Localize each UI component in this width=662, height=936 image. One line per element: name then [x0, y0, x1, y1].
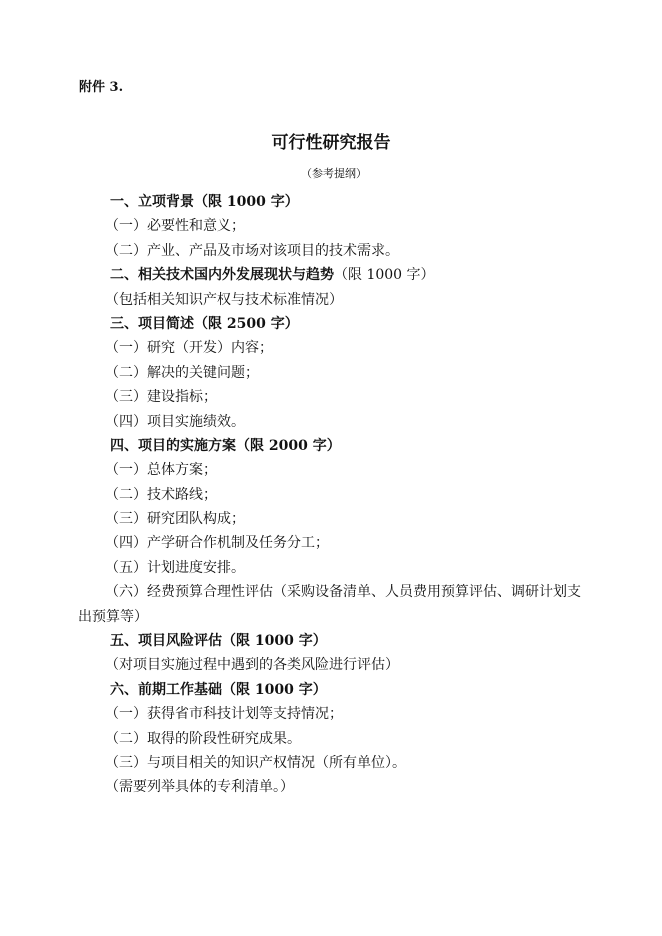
outline-item: （一）获得省市科技计划等支持情况；: [105, 706, 343, 723]
section-heading-1: 一、立项背景（限 1000 字）: [110, 194, 299, 210]
outline: [78, 190, 590, 800]
section-heading-4: 四、项目的实施方案（限 2000 字）: [110, 437, 341, 454]
document-title: 可行性研究报告: [271, 133, 391, 153]
outline-item: （四）产学研合作机制及任务分工；: [105, 535, 329, 552]
outline-item: （二）产业、产品及市场对该项目的技术需求。: [105, 242, 399, 259]
outline-item: （一）研究（开发）内容；: [105, 340, 273, 357]
section-heading-2-text: 二、相关技术国内外发展现状与趋势: [110, 267, 334, 284]
section-heading-2: [110, 263, 590, 287]
document-subtitle: （参考提纲）: [301, 167, 367, 180]
outline-item: （三）与项目相关的知识产权情况（所有单位）。: [105, 755, 406, 772]
attachment-label: 附件 3.: [79, 80, 124, 95]
outline-item: （需要列举具体的专利清单。）: [105, 779, 294, 796]
outline-item: （三）建设指标；: [105, 389, 217, 406]
outline-item: （包括相关知识产权与技术标准情况）: [105, 291, 343, 308]
outline-item: （二）解决的关键问题；: [105, 364, 259, 381]
section-heading-6: 六、前期工作基础（限 1000 字）: [110, 681, 327, 698]
section-heading-3: 三、项目简述（限 2500 字）: [110, 315, 299, 332]
section-heading-2-limit: （限 1000 字）: [334, 267, 435, 284]
section-heading-5: 五、项目风险评估（限 1000 字）: [110, 633, 327, 650]
outline-item: （五）计划进度安排。: [105, 559, 245, 576]
outline-item: （对项目实施过程中遇到的各类风险进行评估）: [105, 657, 399, 674]
outline-item: （二）取得的阶段性研究成果。: [105, 730, 301, 747]
outline-paragraph: （六）经费预算合理性评估（采购设备清单、人员费用预算评估、调研计划支出预算等）: [78, 584, 581, 625]
outline-item: （一）必要性和意义；: [105, 218, 245, 235]
outline-item: （一）总体方案；: [105, 462, 217, 479]
outline-item: （三）研究团队构成；: [105, 511, 245, 528]
outline-item: （四）项目实施绩效。: [105, 413, 245, 430]
outline-item: （二）技术路线；: [105, 486, 217, 503]
